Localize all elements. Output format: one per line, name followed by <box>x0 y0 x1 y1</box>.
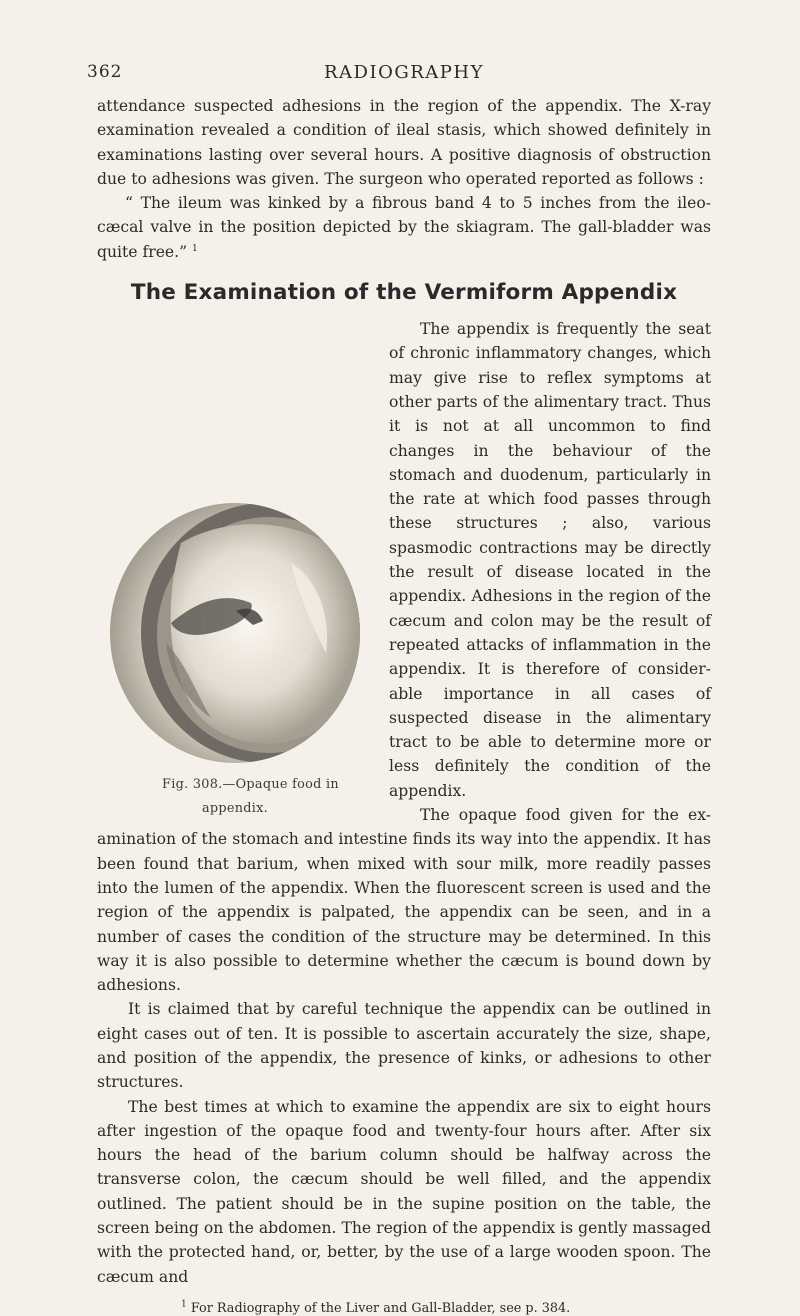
paragraph-5: The best times at which to examine the appendix are six to eight hours after ingestion of the opaque food and twenty-four hours after. After six hours the head of the barium column should be halfway across the transverse colon, the cæcum should be well filled, and the appendix outlined. The patient should be in the supine position on the table, the screen being on the abdomen. The region of the appendix is gently massaged with the protected hand, or, better, by the use of a large wooden spoon. The cæcum and <box>97 1097 711 1286</box>
section-heading: The Examination of the Vermiform Appendix <box>130 280 678 306</box>
page-number: 362 <box>87 62 123 82</box>
surgeon-quote <box>97 191 711 264</box>
paragraph-1: attendance suspected adhesions in the region of the appendix. The X-ray examination revealed a condition of ileal stasis, which showed definitely in examinations lasting over several hours. A positive diagnosis of obstruction due to adhesions was given. The surgeon who operated reported as follows : <box>97 97 711 188</box>
quote-text: “ The ileum was kinked by a fibrous band 4 to 5 inches from the ileo-cæcal valve in the position depicted by the skiagram. The gall-bladder was quite free.” <box>97 194 711 261</box>
figure-caption: Fig. 308.—Opaque food in appendix. <box>162 777 339 817</box>
paragraph-3: The opaque food given for the ex-amination of the stomach and intestine finds its way into the appendix. It has been found that barium, when mixed with sour milk, more readily passes into the lumen of the appendix. When the fluorescent screen is used and the region of the appendix is palpated, the appendix can be seen, and in a number of cases the condition of the structure may be determined. In this way it is also possible to determine whether the cæcum is bound down by adhesions. <box>97 806 711 995</box>
running-head: RADIOGRAPHY <box>324 62 484 83</box>
figure <box>97 503 373 822</box>
paragraph-4: It is claimed that by careful technique the appendix can be outlined in eight cases out of ten. It is possible to ascertain accurately the size, shape, and position of the appendix, the presence of kinks, or adhesions to other structures. <box>97 1000 711 1092</box>
xray-illustration <box>141 503 360 763</box>
paragraph-2 <box>97 317 711 817</box>
footnote-text: For Radiography of the Liver and Gall-Bladder, see p. 384. <box>190 1300 571 1316</box>
footnote <box>97 1301 711 1316</box>
page <box>87 58 711 1316</box>
footnote-number: 1 <box>181 1299 187 1310</box>
xray-image <box>110 503 360 763</box>
paragraph-2-text: The appendix is frequently the seat of chronic inflammatory changes, which may give rise to reflex symptoms at other parts of the alimentary tract. Thus it is not at all uncommon to find changes in the behaviour of the stomach and duodenum, particularly in the rate at which food passes through these structures ; also, various spasmodic contractions may be directly the result of disease located in the appendix. Adhesions in the region of the cæcum and colon may be the result of repeated attacks of inflammation in the appendix. It is therefore of consider-able importance in all cases of suspected disease in the alimentary tract to be able to determine more or less definitely the condition of the appendix. <box>389 320 711 800</box>
page-header <box>87 58 711 94</box>
footnote-marker: 1 <box>192 243 198 254</box>
